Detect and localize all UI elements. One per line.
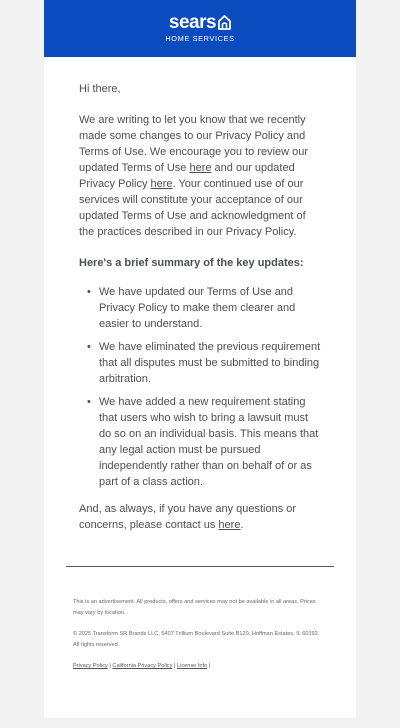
greeting: Hi there,: [79, 83, 121, 95]
disclaimer-text: This is an advertisement. All products, offers and services may not be available in all areas. Prices may vary by location.: [73, 599, 316, 616]
email-container: [44, 0, 356, 718]
updates-list: [79, 284, 321, 490]
brand-subtitle: HOME SERVICES: [165, 34, 235, 43]
contact-us-link[interactable]: here: [218, 519, 241, 531]
list-item: • We have updated our Terms of Use and Privacy Policy to make them clearer and easier to understand.: [99, 284, 321, 332]
footer-privacy-policy-link[interactable]: Privacy Policy: [73, 663, 108, 669]
closing-paragraph: [79, 501, 321, 533]
intro-paragraph: [79, 112, 321, 240]
email-header: [44, 0, 356, 57]
footer-california-privacy-link[interactable]: California Privacy Policy: [112, 663, 173, 669]
list-item: • We have eliminated the previous requirement that all disputes must be submitted to binding arbitration.: [99, 339, 321, 387]
footer-divider: [66, 566, 334, 567]
house-icon: [218, 15, 231, 30]
footer-license-info-link[interactable]: License Info: [176, 663, 208, 669]
intro-text-1: We are writing to let you know that we recently made some changes to our Privacy Policy and Terms of Use. We encourage you to review our updated Terms of Use: [79, 114, 309, 174]
terms-of-use-link[interactable]: here: [189, 162, 212, 174]
email-body: [44, 57, 356, 533]
link-separator: |: [173, 663, 176, 669]
sears-logo[interactable]: [169, 14, 231, 31]
copyright-text: © 2025 Transform SR Brands LLC, 5407 Trillium Boulevard Suite B120, Hoffman Estates, IL 60192. All rights reserved.: [73, 631, 320, 648]
intro-text-2: and our updated Privacy Policy: [79, 162, 295, 190]
list-item: • We have added a new requirement stating that users who wish to bring a lawsuit must do so on an individual basis. This means that any legal action must be pursued independently rather than on behalf of or as part of a class action.: [99, 394, 321, 490]
footer-links: [73, 661, 326, 672]
closing-text: And, as always, if you have any questions or concerns, please contact us: [79, 503, 297, 531]
privacy-policy-link[interactable]: here: [150, 178, 173, 190]
email-footer: [73, 597, 326, 682]
link-separator: |: [109, 663, 111, 669]
closing-end: .: [240, 519, 244, 531]
link-separator: |: [208, 663, 211, 669]
intro-text-3: . Your continued use of our services will constitute your acceptance of our updated Terms of Use and acknowledgment of the practices described in our Privacy Policy.: [79, 178, 306, 238]
brand-wordmark: sears: [168, 12, 217, 33]
summary-heading: Here's a brief summary of the key updates:: [79, 257, 304, 269]
